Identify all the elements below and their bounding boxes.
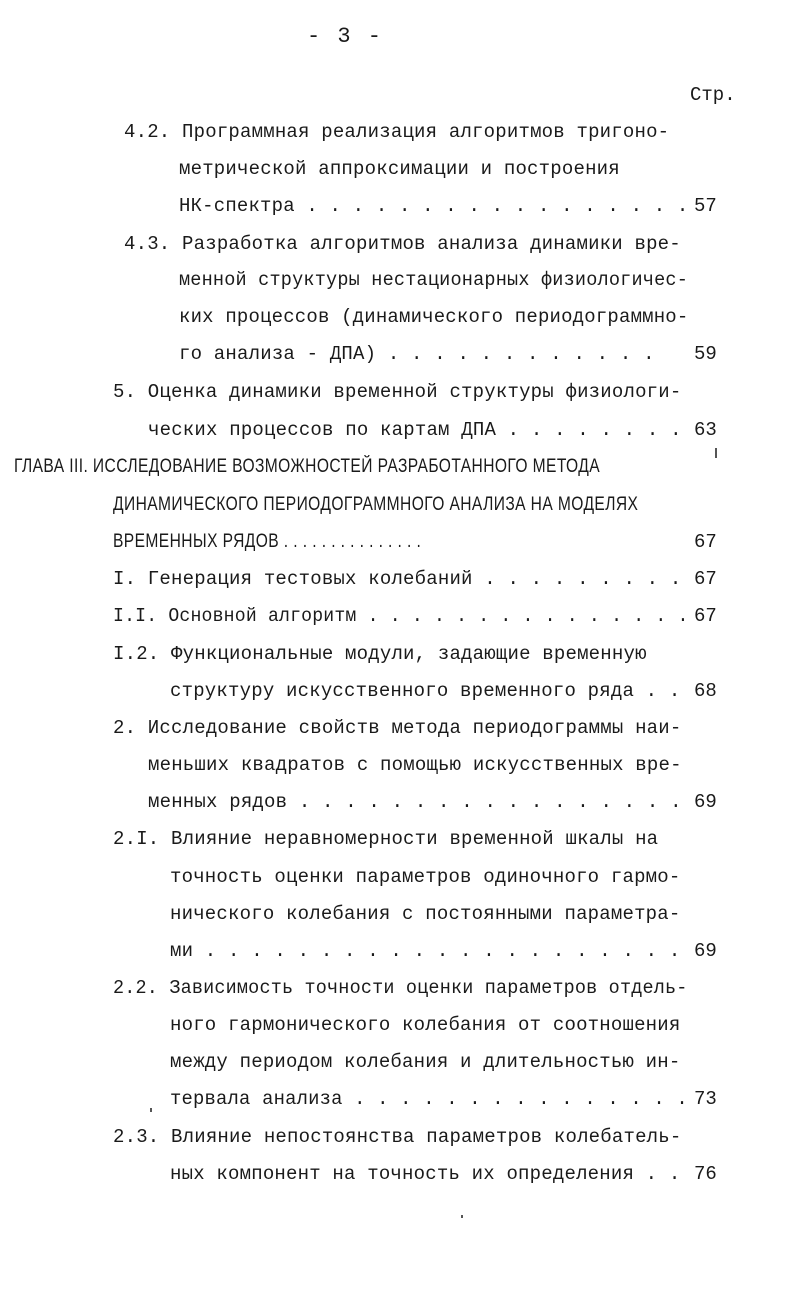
toc-line: ческих процессов по картам ДПА . . . . . . . . [148, 419, 682, 441]
toc-line: точность оценки параметров одиночного гармо- [170, 866, 681, 888]
toc-page-number: 76 [694, 1163, 717, 1185]
toc-line: ных компонент на точность их определения . . [170, 1163, 681, 1185]
toc-page-number: 67 [694, 605, 717, 627]
toc-line: между периодом колебания и длительностью ин- [170, 1051, 681, 1073]
toc-line: I.I. Основной алгоритм . . . . . . . . . . . . . . . [113, 605, 689, 627]
toc-page-number: 57 [694, 195, 717, 217]
toc-line: 2.3. Влияние непостоянства параметров колебатель- [113, 1126, 682, 1148]
toc-line: структуру искусственного временного ряда . . [170, 680, 681, 702]
toc-line: 2. Исследование свойств метода периодограммы наи- [113, 717, 682, 739]
scan-speck [715, 448, 717, 458]
page-number: - 3 - [306, 24, 383, 49]
scan-speck [150, 1108, 152, 1112]
toc-line: I. Генерация тестовых колебаний . . . . . . . . . [113, 568, 682, 590]
toc-page-number: 67 [694, 568, 717, 590]
toc-line: 2.2. Зависимость точности оценки параметров отдель- [113, 977, 688, 999]
toc-line: 2.I. Влияние неравномерности временной шкалы на [113, 828, 659, 850]
toc-page-number: 73 [694, 1088, 717, 1110]
toc-line: 4.2. Программная реализация алгоритмов тригоно- [124, 121, 670, 143]
toc-line: 4.3. Разработка алгоритмов анализа динамики вре- [124, 233, 681, 255]
toc-line: ного гармонического колебания от соотношения [170, 1014, 681, 1036]
toc-line: 5. Оценка динамики временной структуры физиологи- [113, 381, 682, 403]
toc-line: менных рядов . . . . . . . . . . . . . . . . . [148, 791, 682, 813]
chapter-heading: ГЛАВА III. ИССЛЕДОВАНИЕ ВОЗМОЖНОСТЕЙ РАЗРАБОТАННОГО МЕТОДА [14, 456, 601, 477]
toc-page-number: 68 [694, 680, 717, 702]
scan-speck [461, 1215, 463, 1218]
toc-line: менной структуры нестационарных физиологичес- [179, 269, 689, 291]
chapter-heading: ВРЕМЕННЫХ РЯДОВ . . . . . . . . . . . . . . . [113, 531, 422, 552]
toc-line: НК-спектра . . . . . . . . . . . . . . . . . [179, 195, 689, 217]
toc-line: го анализа - ДПА) . . . . . . . . . . . . [179, 343, 655, 365]
toc-line: ми . . . . . . . . . . . . . . . . . . . . . [170, 940, 681, 962]
toc-page-number: 67 [694, 531, 717, 553]
toc-page-number: 69 [694, 791, 717, 813]
toc-line: нического колебания с постоянными параметра- [170, 903, 681, 925]
toc-page-number: 63 [694, 419, 717, 441]
toc-line: метрической аппроксимации и построения [179, 158, 620, 180]
page-column-label: Стр. [690, 84, 736, 106]
toc-line: I.2. Функциональные модули, задающие временную [113, 643, 647, 665]
toc-line: тервала анализа . . . . . . . . . . . . . . . [170, 1088, 688, 1110]
chapter-heading: ДИНАМИЧЕСКОГО ПЕРИОДОГРАММНОГО АНАЛИЗА НА МОДЕЛЯХ [113, 494, 639, 515]
toc-line: ких процессов (динамического периодограммно- [179, 306, 689, 328]
toc-page-number: 69 [694, 940, 717, 962]
toc-line: меньших квадратов с помощью искусственных вре- [148, 754, 682, 776]
toc-page-number: 59 [694, 343, 717, 365]
